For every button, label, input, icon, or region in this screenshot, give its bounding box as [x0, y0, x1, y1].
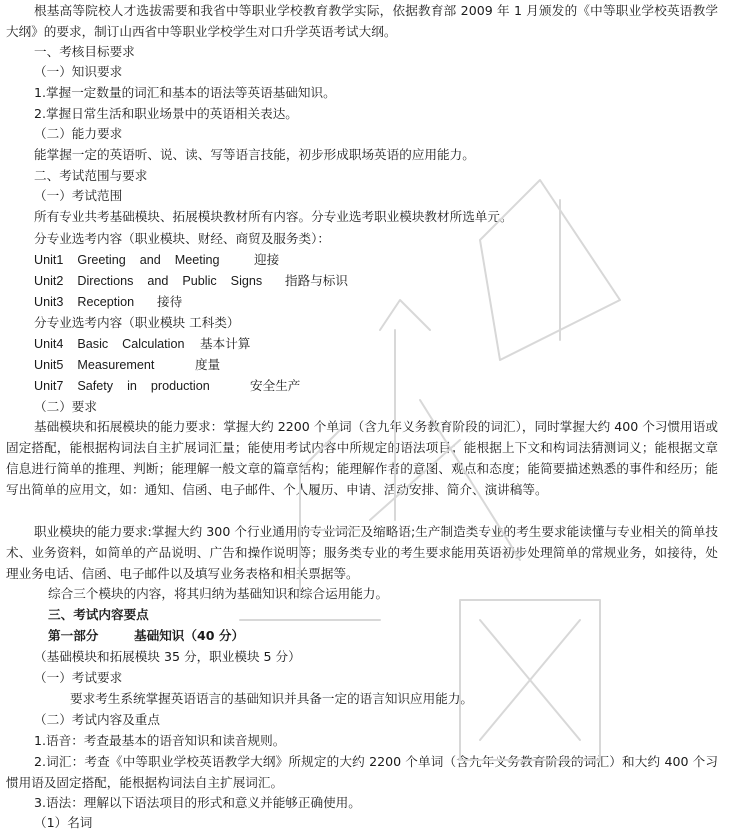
subsection-scope-heading: （一）考试范围: [34, 188, 123, 203]
summary-line: 综合三个模块的内容，将其归纳为基础知识和综合运用能力。: [48, 586, 389, 601]
unit-1-title: Unit1 Greeting and Meeting: [34, 253, 220, 267]
content-pronunciation: 1.语音：考查最基本的语音知识和读音规则。: [34, 733, 286, 748]
subsection-requirements-heading: （二）要求: [34, 399, 97, 414]
part-1-label: 第一部分: [48, 628, 99, 643]
exam-content-heading: （二）考试内容及重点: [34, 712, 160, 727]
content-vocabulary: 2.词汇：考查《中等职业学校英语教学大纲》所规定的大约 2200 个单词（含九年义务教育阶段的词汇）和大约 400 个习惯用语及固定搭配，能根据构词法自主扩展词汇。: [6, 754, 718, 790]
unit-4-title: Unit4 Basic Calculation: [34, 337, 185, 351]
exam-requirements-heading: （一）考试要求: [34, 670, 123, 685]
subsection-ability-heading: （二）能力要求: [34, 126, 123, 141]
grammar-item-nouns: （1）名词: [34, 815, 93, 830]
content-grammar: 3.语法：理解以下语法项目的形式和意义并能够正确使用。: [34, 795, 361, 810]
unit-5-translation: 度量: [195, 357, 221, 372]
unit-3-title: Unit3 Reception: [34, 295, 135, 309]
ability-text: 能掌握一定的英语听、说、读、写等语言技能，初步形成职场英语的应用能力。: [34, 147, 475, 162]
unit-2-title: Unit2 Directions and Public Signs: [34, 274, 263, 288]
unit-7-title: Unit7 Safety in production: [34, 379, 210, 393]
scope-text: 所有专业共考基础模块、拓展模块教材所有内容。分专业选考职业模块教材所选单元。: [34, 209, 513, 224]
unit-4-translation: 基本计算: [200, 336, 251, 351]
part-1-score-note: （基础模块和拓展模块 35 分，职业模块 5 分）: [34, 649, 301, 664]
unit-5-title: Unit5 Measurement: [34, 358, 155, 372]
section-1-heading: 一、考核目标要求: [34, 44, 135, 59]
knowledge-item-1: 1.掌握一定数量的词汇和基本的语法等英语基础知识。: [34, 85, 336, 100]
requirements-paragraph-2: 职业模块的能力要求:掌握大约 300 个行业通用的专业词汇及缩略语;生产制造类专业的考生要求能读懂与专业相关的简单技术、业务资料，如简单的产品说明、广告和操作说明等；服务类专业的考生要求能用英语初步处理简单的常规业务，如接待，处理业务电话、信函、电子邮件以及填写业务表格和相关票据等。: [6, 524, 718, 581]
subsection-knowledge-heading: （一）知识要求: [34, 64, 123, 79]
intro-paragraph: 根基高等院校人才选拔需要和我省中等职业学校教育教学实际，依据教育部 2009 年 1 月颁发的《中等职业学校英语教学大纲》的要求，制订山西省中等职业学校学生对口升学英语考试大纲。: [6, 3, 718, 39]
section-3-heading: 三、考试内容要点: [48, 607, 149, 622]
unit-2-translation: 指路与标识: [285, 273, 348, 288]
unit-3-translation: 接待: [157, 294, 183, 309]
elective-finance-heading: 分专业选考内容（职业模块、财经、商贸及服务类）：: [34, 231, 330, 246]
requirements-paragraph-1: 基础模块和拓展模块的能力要求：掌握大约 2200 个单词（含九年义务教育阶段的词汇），同时掌握大约 400 个习惯用语或固定搭配，能根据构词法自主扩展词汇量；能使用考试内容中所规定的语法项目；能根据上下文和构词法猜测词义；能根据文章信息进行简单的推理、判断；能理解一般文章的篇章结构；能理解作者的意图、观点和态度；能简要描述熟悉的事件和经历；能写出简单的应用文，如：通知、信函、电子邮件、个人履历、申请、活动安排、简介、演讲稿等。: [6, 419, 718, 497]
part-1-name: 基础知识（40 分）: [134, 628, 245, 643]
section-2-heading: 二、考试范围与要求: [34, 168, 148, 183]
elective-engineering-heading: 分专业选考内容（职业模块 工科类）: [34, 315, 240, 330]
knowledge-item-2: 2.掌握日常生活和职业场景中的英语相关表达。: [34, 106, 298, 121]
exam-requirements-text: 要求考生系统掌握英语语言的基础知识并具备一定的语言知识应用能力。: [70, 691, 473, 706]
unit-7-translation: 安全生产: [250, 378, 301, 393]
unit-1-translation: 迎接: [254, 252, 280, 267]
